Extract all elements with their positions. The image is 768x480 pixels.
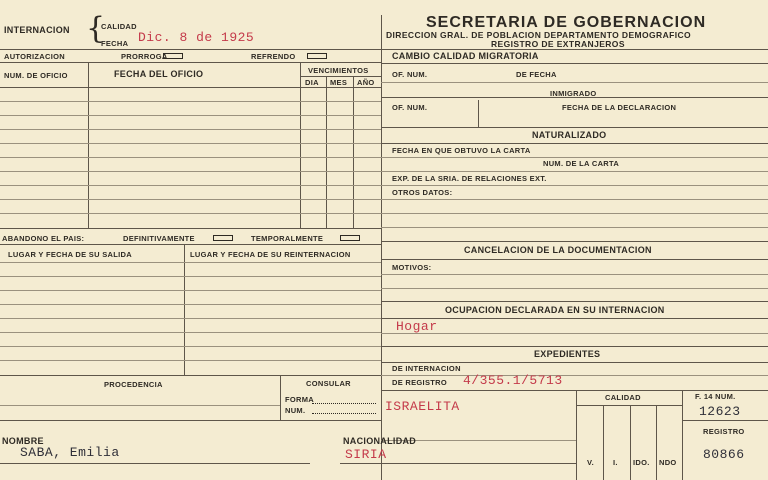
autorizacion-label: AUTORIZACION (4, 52, 65, 61)
nombre-line (0, 463, 310, 464)
rule (0, 171, 381, 172)
f14-line (682, 420, 768, 421)
nombre-value: SABA, Emilia (20, 445, 120, 460)
salida-divider (184, 244, 185, 375)
num-carta-label: NUM. DE LA CARTA (543, 159, 620, 168)
forma-label: FORMA (285, 395, 314, 404)
inmigrado-heading: INMIGRADO (550, 89, 597, 98)
rule (381, 288, 768, 289)
cancelacion-heading: CANCELACION DE LA DOCUMENTACION (464, 245, 652, 255)
abandono-line (0, 244, 381, 245)
exp-sria-label: EXP. DE LA SRIA. DE RELACIONES EXT. (392, 174, 547, 183)
registro-subtitle: REGISTRO DE EXTRANJEROS (491, 39, 625, 49)
ocupacion-value: Hogar (396, 319, 438, 334)
brace-glyph: { (86, 11, 106, 46)
de-fecha-label: DE FECHA (516, 70, 557, 79)
rule (0, 157, 381, 158)
lugar-salida-header: LUGAR Y FECHA DE SU SALIDA (8, 250, 132, 259)
registro-number-value: 80866 (703, 447, 745, 462)
calidad-i-divider (630, 405, 631, 480)
main-divider (381, 15, 382, 480)
rule (0, 101, 381, 102)
num-dots (312, 413, 376, 414)
cambio-heading: CAMBIO CALIDAD MIGRATORIA (392, 51, 539, 61)
f14-value: 12623 (699, 404, 741, 419)
calidad-bottom-header: CALIDAD (605, 393, 641, 402)
mes-header: MES (330, 78, 348, 87)
expedientes-heading: EXPEDIENTES (534, 349, 601, 359)
of-num2-label: OF. NUM. (392, 103, 428, 112)
registro-exp-value: 4/355.1/5713 (463, 373, 563, 388)
de-registro-label: DE REGISTRO (392, 378, 447, 387)
nacionalidad-value: SIRIA (345, 447, 387, 462)
anio-header: AÑO (357, 78, 375, 87)
calidad-v-label: V. (587, 458, 594, 467)
num-label: NUM. (285, 406, 306, 415)
prorroga-checkbox[interactable] (163, 53, 183, 59)
calidad-v-divider (603, 405, 604, 480)
inmigrado-divider (478, 100, 479, 127)
calidad-ndo-label: NDO (659, 458, 677, 467)
procedencia-bottom-line (0, 420, 381, 421)
rule (0, 318, 381, 319)
forma-dots (312, 403, 376, 404)
abandono-label: ABANDONO EL PAIS: (2, 234, 85, 243)
f14-label: F. 14 NUM. (695, 392, 736, 401)
autorizacion-line (0, 62, 381, 63)
calidad-ido-divider (656, 405, 657, 480)
calidad-label: CALIDAD (101, 22, 137, 31)
ocupacion-bottom-line (381, 346, 768, 347)
definitivamente-checkbox[interactable] (213, 235, 233, 241)
refrendo-checkbox[interactable] (307, 53, 327, 59)
rule (0, 115, 381, 116)
rule (0, 276, 381, 277)
rule (0, 346, 381, 347)
rule (0, 143, 381, 144)
naturalizado-bottom-line (381, 241, 768, 242)
rule (381, 227, 768, 228)
num-oficio-header: NUM. DE OFICIO (4, 71, 68, 80)
prorroga-label: PRORROGA (121, 52, 168, 61)
definitivamente-label: DEFINITIVAMENTE (123, 234, 195, 243)
consular-label: CONSULAR (306, 379, 351, 388)
refrendo-label: REFRENDO (251, 52, 296, 61)
religion-value: ISRAELITA (385, 399, 460, 414)
rule (381, 82, 768, 83)
mes-anio-divider (353, 76, 354, 228)
cancelacion-bottom-line (381, 301, 768, 302)
salida-bottom-line (0, 375, 381, 376)
rule (381, 185, 768, 186)
fecha-label: FECHA (101, 39, 129, 48)
temporalmente-checkbox[interactable] (340, 235, 360, 241)
nombre-label: NOMBRE (2, 436, 44, 446)
procedencia-label: PROCEDENCIA (104, 380, 163, 389)
dia-mes-divider (326, 76, 327, 228)
rule (381, 375, 768, 376)
internacion-label: INTERNACION (4, 25, 70, 35)
calidad-header-line (576, 405, 682, 406)
rule (381, 157, 768, 158)
right-header-line (381, 49, 768, 50)
rule (381, 333, 768, 334)
nacionalidad-label: NACIONALIDAD (343, 436, 417, 446)
vencimientos-header: VENCIMIENTOS (308, 66, 369, 75)
temporalmente-label: TEMPORALMENTE (251, 234, 324, 243)
calidad-i-label: I. (613, 458, 618, 467)
rule (0, 360, 381, 361)
ocupacion-line (381, 318, 768, 319)
inmigrado-bottom-line (381, 127, 768, 128)
left-header-line (0, 49, 381, 50)
fecha-carta-label: FECHA EN QUE OBTUVO LA CARTA (392, 146, 531, 155)
rule (0, 304, 381, 305)
rule (0, 262, 381, 263)
fecha-oficio-header: FECHA DEL OFICIO (114, 69, 204, 79)
ocupacion-heading: OCUPACION DECLARADA EN SU INTERNACION (445, 305, 665, 315)
rule (0, 332, 381, 333)
rule (0, 405, 280, 406)
rule (381, 213, 768, 214)
oficio-header-line (0, 87, 381, 88)
rule (381, 274, 768, 275)
rule (381, 171, 768, 172)
dia-header: DIA (305, 78, 319, 87)
rule (0, 185, 381, 186)
calidad-right-border (682, 390, 683, 480)
expedientes-bottom-line (381, 390, 768, 391)
naturalizado-line (381, 143, 768, 144)
rule (0, 129, 381, 130)
venc-header-line (300, 76, 381, 77)
rule (0, 290, 381, 291)
fecha-value: Dic. 8 de 1925 (138, 30, 255, 45)
nacionalidad-line (340, 463, 576, 464)
rule (0, 213, 381, 214)
direccion-subtitle: DIRECCION GRAL. DE POBLACION DEPARTAMENTO DEMOGRAFICO (386, 30, 692, 40)
motivos-label: MOTIVOS: (392, 263, 432, 272)
of-num-label: OF. NUM. (392, 70, 428, 79)
naturalizado-heading: NATURALIZADO (532, 130, 607, 140)
cancelacion-line (381, 259, 768, 260)
fecha-declaracion-label: FECHA DE LA DECLARACION (562, 103, 677, 112)
de-internacion-label: DE INTERNACION (392, 364, 461, 373)
otros-datos-label: OTROS DATOS: (392, 188, 453, 197)
lugar-reinternacion-header: LUGAR Y FECHA DE SU REINTERNACION (190, 250, 351, 259)
calidad-ido-label: IDO. (633, 458, 650, 467)
rule (381, 199, 768, 200)
secretaria-title: SECRETARIA DE GOBERNACION (426, 14, 707, 31)
oficio-bottom-line (0, 228, 381, 229)
expedientes-line (381, 362, 768, 363)
registro-bottom-label: REGISTRO (703, 427, 745, 436)
rule (0, 199, 381, 200)
cambio-line (381, 63, 768, 64)
calidad-left-border (576, 390, 577, 480)
consular-divider (280, 375, 281, 420)
